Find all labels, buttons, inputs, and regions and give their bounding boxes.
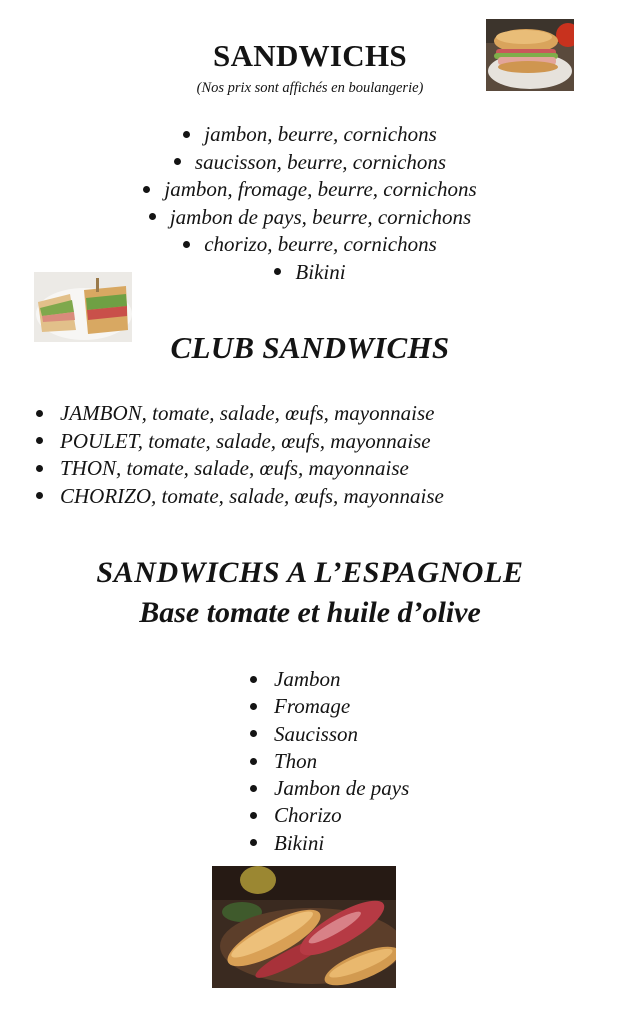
list-item: Saucisson [250, 721, 409, 748]
bullet-icon [143, 186, 150, 193]
list-item: saucisson, beurre, cornichons [0, 149, 620, 177]
spanish-sandwich-photo [212, 866, 396, 988]
bullet-icon [250, 785, 257, 792]
prices-note: (Nos prix sont affichés en boulangerie) [196, 80, 424, 96]
bullet-icon [250, 839, 257, 846]
bullet-icon [250, 758, 257, 765]
list-item: Bikini [250, 830, 409, 857]
list-item: jambon, fromage, beurre, cornichons [0, 176, 620, 204]
list-item: Chorizo [250, 802, 409, 829]
list-item: jambon, beurre, cornichons [0, 121, 620, 149]
list-item: CHORIZO, tomate, salade, œufs, mayonnaise [36, 483, 444, 511]
bullet-icon [36, 465, 43, 472]
baguette-sandwich-photo [486, 19, 574, 91]
bullet-icon [274, 268, 281, 275]
bullet-icon [183, 131, 190, 138]
spanish-sandwich-list [250, 666, 409, 857]
bullet-icon [36, 492, 43, 499]
bullet-icon [250, 812, 257, 819]
bullet-icon [250, 730, 257, 737]
list-item: jambon de pays, beurre, cornichons [0, 204, 620, 232]
list-item: chorizo, beurre, cornichons [0, 231, 620, 259]
list-item: Thon [250, 748, 409, 775]
bullet-icon [174, 158, 181, 165]
bullet-icon [36, 410, 43, 417]
list-item: Fromage [250, 693, 409, 720]
bullet-icon [250, 676, 257, 683]
bullet-icon [36, 437, 43, 444]
spanish-photo-icon [212, 866, 396, 988]
list-item: Jambon de pays [250, 775, 409, 802]
bullet-icon [183, 241, 190, 248]
bullet-icon [149, 213, 156, 220]
bullet-icon [250, 703, 257, 710]
list-item: JAMBON, tomate, salade, œufs, mayonnaise [36, 400, 444, 428]
list-item: Jambon [250, 666, 409, 693]
spanish-base-subtitle: Base tomate et huile d’olive [139, 596, 481, 629]
spanish-sandwichs-title: SANDWICHS A L’ESPAGNOLE [96, 556, 524, 589]
sandwichs-title: SANDWICHS [213, 38, 407, 73]
list-item: Bikini [0, 259, 620, 287]
sandwich-list [0, 121, 620, 286]
sandwich-photo-icon [486, 19, 574, 91]
club-sandwich-list [36, 400, 444, 510]
club-sandwichs-title: CLUB SANDWICHS [170, 330, 450, 365]
list-item: POULET, tomate, salade, œufs, mayonnaise [36, 428, 444, 456]
list-item: THON, tomate, salade, œufs, mayonnaise [36, 455, 444, 483]
